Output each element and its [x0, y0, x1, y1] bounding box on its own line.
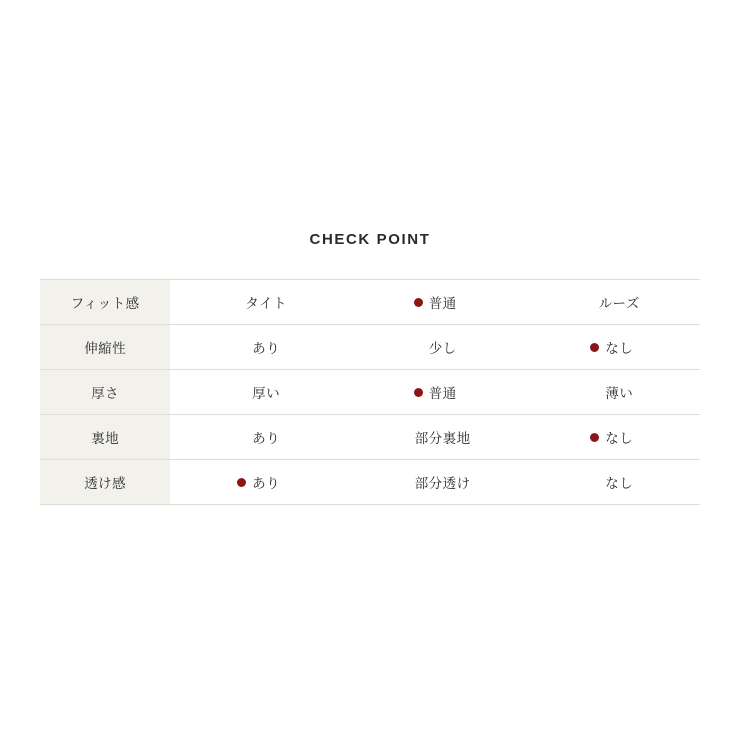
option-inner [590, 337, 633, 357]
row-label: 伸縮性 [40, 325, 170, 370]
option-cell [347, 370, 524, 415]
selected-dot-icon [414, 298, 423, 307]
option-cell [523, 325, 700, 370]
option-inner [590, 382, 633, 402]
table-row [40, 325, 700, 370]
option-label: あり [252, 431, 281, 446]
option-inner [584, 292, 640, 312]
option-label: あり [252, 476, 281, 491]
row-label: 透け感 [40, 460, 170, 505]
option-label: 部分裏地 [414, 431, 471, 446]
option-inner [590, 472, 633, 492]
option-cell [523, 415, 700, 460]
option-inner [414, 337, 457, 357]
selected-dot-icon [590, 433, 599, 442]
option-inner [400, 427, 471, 447]
option-label: 普通 [428, 386, 457, 401]
table-row [40, 280, 700, 325]
option-inner [230, 292, 287, 312]
option-label: 普通 [428, 296, 457, 311]
option-label: タイト [245, 296, 288, 311]
option-label: なし [605, 476, 634, 491]
row-label: 裏地 [40, 415, 170, 460]
option-cell [347, 460, 524, 505]
option-cell [170, 370, 347, 415]
option-label: なし [605, 431, 634, 446]
page-title: CHECK POINT [309, 231, 431, 248]
option-inner [237, 337, 280, 357]
table-row [40, 460, 700, 505]
option-cell [523, 370, 700, 415]
table-row [40, 370, 700, 415]
selected-dot-icon [237, 478, 246, 487]
option-label: 部分透け [414, 476, 471, 491]
check-point-table [40, 279, 700, 505]
option-inner [400, 472, 471, 492]
option-inner [237, 472, 280, 492]
option-cell [523, 460, 700, 505]
option-inner [414, 292, 457, 312]
option-cell [347, 325, 524, 370]
option-label: 薄い [605, 386, 634, 401]
option-inner [590, 427, 633, 447]
option-inner [237, 427, 280, 447]
option-cell [170, 325, 347, 370]
check-point-table-wrap [40, 279, 700, 505]
row-label: フィット感 [40, 280, 170, 325]
selected-dot-icon [590, 343, 599, 352]
selected-dot-icon [414, 388, 423, 397]
table-row [40, 415, 700, 460]
option-cell [347, 280, 524, 325]
option-label: あり [252, 341, 281, 356]
option-label: 少し [428, 341, 457, 356]
option-label: ルーズ [598, 296, 640, 311]
option-label: なし [605, 341, 634, 356]
option-cell [170, 460, 347, 505]
option-label: 厚い [252, 386, 281, 401]
option-cell [170, 415, 347, 460]
option-cell [347, 415, 524, 460]
option-cell [523, 280, 700, 325]
option-cell [170, 280, 347, 325]
option-inner [237, 382, 280, 402]
option-inner [414, 382, 457, 402]
row-label: 厚さ [40, 370, 170, 415]
check-point-table-body [40, 280, 700, 505]
